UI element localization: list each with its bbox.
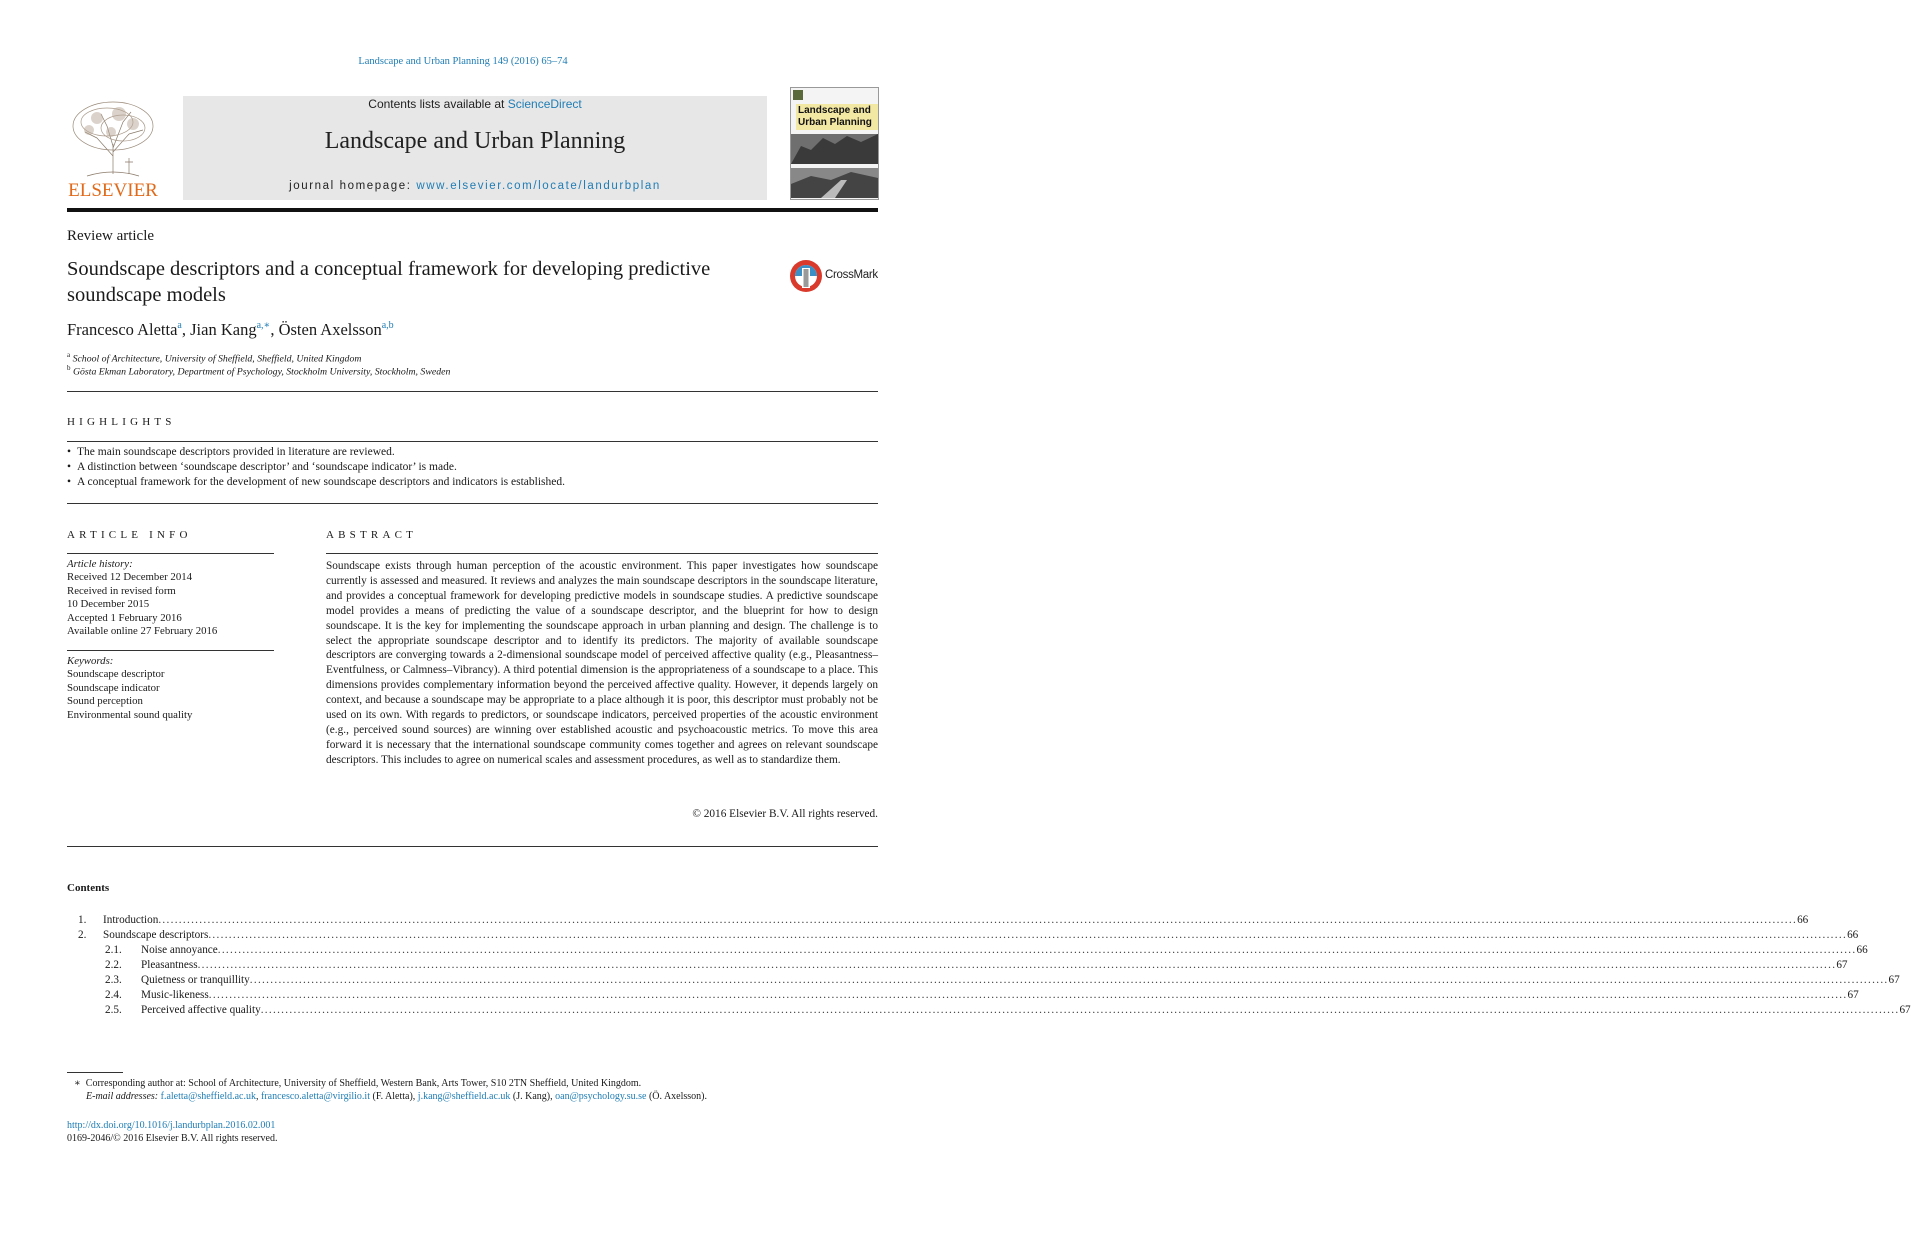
abstract-copyright: © 2016 Elsevier B.V. All rights reserved.	[692, 808, 878, 820]
toc-page-number[interactable]: 66	[1847, 929, 1859, 941]
journal-cover-image[interactable]	[790, 87, 879, 200]
elsevier-logo	[67, 96, 160, 200]
email-label: E-mail addresses:	[86, 1091, 159, 1102]
author-affiliation-mark[interactable]: a,∗	[256, 320, 271, 331]
author-list	[67, 320, 394, 340]
crossmark-badge[interactable]	[789, 258, 884, 294]
toc-number: 2.5.	[105, 1004, 122, 1016]
history-entry: Available online 27 February 2016	[67, 625, 218, 638]
toc-page-number[interactable]: 67	[1836, 959, 1848, 971]
journal-homepage	[183, 180, 767, 192]
journal-header	[183, 96, 767, 200]
abstract-heading: ABSTRACT	[326, 529, 418, 541]
toc-leader-dots: ................................................................................................................................................................................................................................................................................................................................................................................................................	[208, 989, 1848, 1001]
keyword: Soundscape descriptor	[67, 668, 165, 681]
divider	[67, 553, 274, 554]
article-type: Review article	[67, 228, 155, 244]
divider	[326, 553, 878, 554]
toc-page-number[interactable]: 67	[1888, 974, 1900, 986]
abstract-text: Soundscape exists through human perception of the acoustic environment. This paper investigates how soundscape currently is assessed and measured. It reviews and analyzes the main soundscape descriptors in the soundscape literature, and provides a conceptual framework for developing predictive models in soundscape studies. A predictive soundscape model provides a means of predicting the value of a soundscape descriptor, and the blueprint for how to design soundscape. It is the key for implementing the soundscape approach in urban planning and design. The challenge is to select the appropriate soundscape descriptor and to identify its predictors. The majority of available soundscape descriptors are converging towards a 2-dimensional soundscape model of perceived affective quality (e.g., Pleasantness–Eventfulness, or Calmness–Vibrancy). A third potential dimension is the appropriateness of a soundscape to a place. This dimensions provides complementary information beyond the perceived affective quality. However, it depends largely on context, and because a soundscape may be appropriate to a place although it is poor, this descriptor must probably not be used on its own. With regards to predictors, or soundscape indicators, perceived properties of the acoustic environment (e.g., perceived sound sources) are winning over established acoustic and psychoacoustic metrics. To move this area forward it is necessary that the international soundscape community comes together and agrees on relevant soundscape descriptors. This includes to agree on numerical scales and assessment procedures, as well as to standardize them.	[326, 560, 878, 766]
homepage-prefix: journal homepage:	[289, 180, 417, 192]
crossmark-label: CrossMark	[825, 269, 878, 281]
article-history	[67, 558, 217, 638]
affiliation-text: School of Architecture, University of Sheffield, Sheffield, United Kingdom	[72, 353, 362, 365]
history-entry: Received in revised form	[67, 584, 176, 597]
divider	[67, 441, 878, 442]
affiliation-text: Gösta Ekman Laboratory, Department of Psychology, Stockholm University, Stockholm, Sweden	[72, 366, 451, 378]
toc-entry[interactable]	[67, 913, 1809, 928]
history-entry: Received 12 December 2014	[67, 571, 193, 584]
highlight-text: The main soundscape descriptors provided in literature are reviewed.	[77, 446, 395, 458]
email-addresses	[86, 1090, 707, 1103]
keywords-label: Keywords:	[67, 655, 114, 667]
toc-label[interactable]: Introduction	[103, 914, 159, 926]
toc-leader-dots: ................................................................................................................................................................................................................................................................................................................................................................................................................	[197, 959, 1837, 971]
history-label: Article history:	[67, 558, 133, 570]
journal-title: Landscape and Urban Planning	[324, 128, 626, 154]
affiliation-mark: b	[67, 364, 71, 372]
keyword: Sound perception	[67, 695, 143, 708]
email-separator: (F. Aletta),	[369, 1091, 418, 1102]
highlight-item: • A conceptual framework for the development of new soundscape descriptors and indicators is established.	[67, 476, 565, 488]
email-separator: ,	[256, 1091, 261, 1102]
history-entry: Accepted 1 February 2016	[67, 611, 182, 624]
toc-label[interactable]: Perceived affective quality	[141, 1004, 261, 1016]
toc-entry[interactable]	[67, 988, 1859, 1003]
toc-label[interactable]: Quietness or tranquillity	[141, 974, 250, 986]
toc-label[interactable]: Music-likeness	[141, 989, 209, 1001]
author-affiliation-mark[interactable]: a	[177, 320, 182, 331]
affiliation	[67, 351, 361, 364]
email-link[interactable]: j.kang@sheffield.ac.uk	[417, 1091, 511, 1102]
keyword: Environmental sound quality	[67, 708, 193, 721]
elsevier-wordmark: ELSEVIER	[68, 180, 158, 201]
toc-entry[interactable]	[67, 943, 1868, 958]
contents-prefix: Contents lists available at	[368, 97, 508, 111]
toc-page-number[interactable]: 66	[1797, 914, 1809, 926]
email-separator: (Ö. Axelsson).	[646, 1091, 708, 1102]
journal-citation-link[interactable]: Landscape and Urban Planning 149 (2016) 65–74	[358, 56, 568, 67]
sciencedirect-link[interactable]: ScienceDirect	[507, 97, 582, 111]
doi-link[interactable]: http://dx.doi.org/10.1016/j.landurbplan.2016.02.001	[67, 1120, 276, 1131]
toc-leader-dots: ................................................................................................................................................................................................................................................................................................................................................................................................................	[260, 1004, 1900, 1016]
history-entry: 10 December 2015	[67, 598, 150, 611]
toc-number: 2.3.	[105, 974, 122, 986]
issn-copyright: 0169-2046/© 2016 Elsevier B.V. All rights reserved.	[67, 1133, 278, 1144]
header-divider	[67, 208, 878, 212]
corresponding-author-note	[74, 1077, 641, 1090]
corresponding-text: Corresponding author at: School of Architecture, University of Sheffield, Western Bank, Arts Tower, S10 2TN Sheffield, United Kingdom.	[85, 1078, 642, 1089]
divider	[67, 391, 878, 392]
toc-entry[interactable]	[67, 928, 1859, 943]
footnote-mark: ∗	[74, 1078, 81, 1089]
toc-page-number[interactable]: 67	[1899, 1004, 1911, 1016]
author-name[interactable]: Östen Axelsson	[278, 320, 382, 339]
toc-number: 2.4.	[105, 989, 122, 1001]
toc-leader-dots: ................................................................................................................................................................................................................................................................................................................................................................................................................	[158, 914, 1798, 926]
affiliation-mark: a	[67, 351, 71, 359]
contents-heading: Contents	[67, 882, 110, 894]
author-affiliation-mark[interactable]: a,b	[381, 320, 394, 331]
toc-entry[interactable]	[67, 958, 1848, 973]
toc-page-number[interactable]: 66	[1856, 944, 1868, 956]
author-name[interactable]: Jian Kang	[190, 320, 257, 339]
author-separator: ,	[181, 320, 191, 339]
cover-title: Landscape and Urban Planning	[796, 104, 878, 130]
toc-leader-dots: ................................................................................................................................................................................................................................................................................................................................................................................................................	[249, 974, 1889, 986]
toc-number: 2.1.	[105, 944, 122, 956]
affiliation	[67, 364, 450, 377]
elsevier-tree-icon	[67, 96, 160, 200]
email-link[interactable]: oan@psychology.su.se	[555, 1091, 647, 1102]
toc-entry[interactable]	[67, 1003, 1911, 1018]
author-name[interactable]: Francesco Aletta	[67, 320, 178, 339]
article-title: Soundscape descriptors and a conceptual framework for developing predictive soundscape models	[67, 258, 711, 306]
keywords	[67, 655, 192, 722]
homepage-link[interactable]: www.elsevier.com/locate/landurbplan	[416, 180, 661, 192]
email-link[interactable]: francesco.aletta@virgilio.it	[261, 1091, 370, 1102]
toc-number: 2.	[78, 929, 87, 941]
author-separator: ,	[270, 320, 279, 339]
toc-page-number[interactable]: 67	[1847, 989, 1859, 1001]
toc-leader-dots: ................................................................................................................................................................................................................................................................................................................................................................................................................	[217, 944, 1857, 956]
toc-leader-dots: ................................................................................................................................................................................................................................................................................................................................................................................................................	[208, 929, 1848, 941]
toc-number: 1.	[78, 914, 87, 926]
toc-number: 2.2.	[105, 959, 122, 971]
divider	[67, 846, 878, 847]
divider	[67, 650, 274, 651]
email-link[interactable]: f.aletta@sheffield.ac.uk	[160, 1091, 256, 1102]
email-separator: (J. Kang),	[510, 1091, 556, 1102]
toc-label[interactable]: Noise annoyance	[141, 944, 218, 956]
toc-label[interactable]: Soundscape descriptors	[103, 929, 209, 941]
highlight-text: A conceptual framework for the development of new soundscape descriptors and indicators is established.	[77, 476, 565, 488]
crossmark-icon	[789, 258, 823, 294]
highlight-item: • A distinction between ‘soundscape descriptor’ and ‘soundscape indicator’ is made.	[67, 461, 457, 473]
divider	[67, 503, 878, 504]
contents-availability	[183, 97, 767, 111]
toc-label[interactable]: Pleasantness	[141, 959, 198, 971]
toc-entry[interactable]	[67, 973, 1900, 988]
highlight-item: • The main soundscape descriptors provided in literature are reviewed.	[67, 446, 395, 458]
highlights-heading: HIGHLIGHTS	[67, 416, 176, 428]
highlight-text: A distinction between ‘soundscape descriptor’ and ‘soundscape indicator’ is made.	[77, 461, 457, 473]
footnote-rule	[67, 1072, 123, 1073]
article-info-heading: ARTICLE INFO	[67, 529, 192, 541]
keyword: Soundscape indicator	[67, 681, 160, 694]
